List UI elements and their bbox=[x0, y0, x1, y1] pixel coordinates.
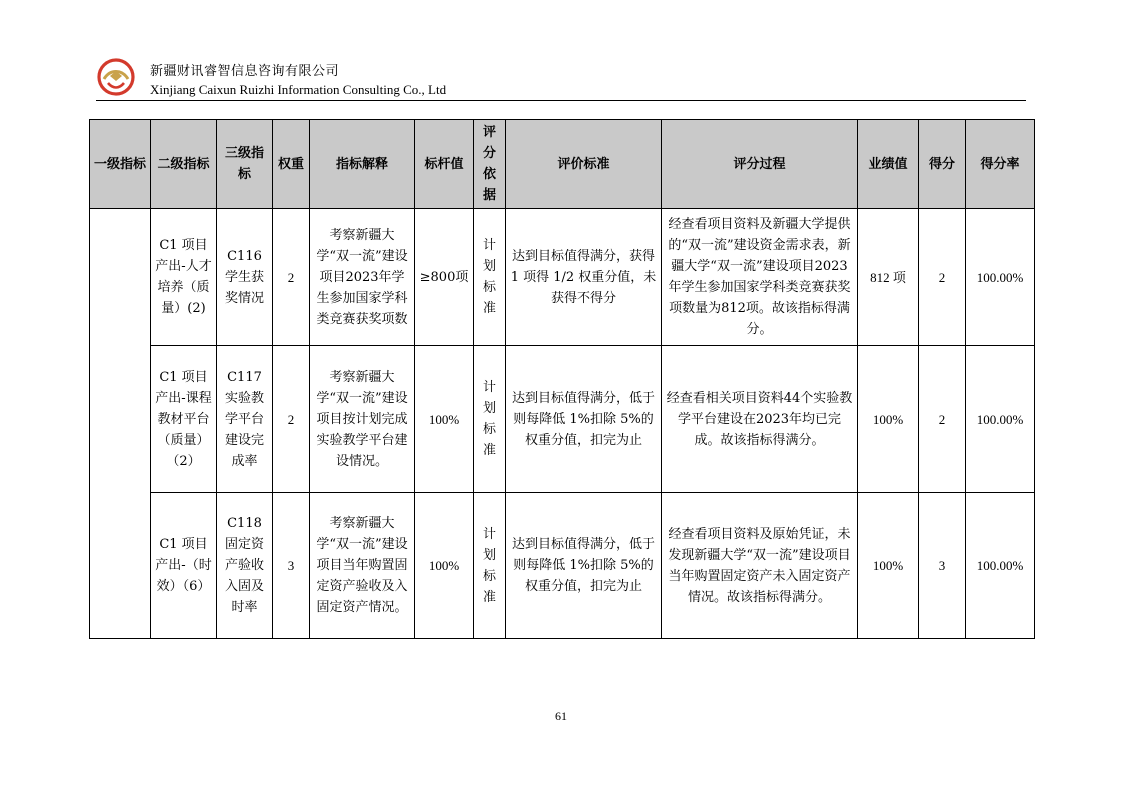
level2-cell: C1 项目产出-课程教材平台（质量）（2） bbox=[151, 346, 217, 493]
company-name-cn: 新疆财讯睿智信息咨询有限公司 bbox=[150, 64, 340, 79]
score-cell: 2 bbox=[919, 209, 966, 346]
benchmark-cell: ≥800项 bbox=[415, 209, 474, 346]
weight-cell: 3 bbox=[273, 493, 310, 639]
basis-cell: 计划标准 bbox=[474, 209, 506, 346]
company-logo-icon bbox=[96, 57, 136, 97]
header-score: 得分 bbox=[919, 120, 966, 209]
explanation-cell: 考察新疆大学“双一流”建设项目按计划完成实验教学平台建设情况。 bbox=[310, 346, 415, 493]
weight-cell: 2 bbox=[273, 346, 310, 493]
company-name-en: Xinjiang Caixun Ruizhi Information Consulting Co., Ltd bbox=[150, 82, 447, 97]
criteria-cell: 达到目标值得满分，获得 1 项得 1/2 权重分值，未获得不得分 bbox=[506, 209, 662, 346]
basis-cell: 计划标准 bbox=[474, 493, 506, 639]
evaluation-table bbox=[89, 119, 1035, 639]
criteria-cell: 达到目标值得满分，低于则每降低 1%扣除 5%的权重分值，扣完为止 bbox=[506, 493, 662, 639]
level2-cell: C1 项目产出-人才培养（质量）(2) bbox=[151, 209, 217, 346]
header-benchmark: 标杆值 bbox=[415, 120, 474, 209]
header-criteria: 评价标准 bbox=[506, 120, 662, 209]
level3-cell: C118固定资产验收入固及时率 bbox=[217, 493, 273, 639]
rate-cell: 100.00% bbox=[966, 493, 1035, 639]
header-basis: 评分依据 bbox=[474, 120, 506, 209]
header-divider bbox=[96, 100, 1026, 101]
criteria-cell: 达到目标值得满分，低于则每降低 1%扣除 5%的权重分值，扣完为止 bbox=[506, 346, 662, 493]
header-weight: 权重 bbox=[273, 120, 310, 209]
explanation-cell: 考察新疆大学“双一流”建设项目当年购置固定资产验收及入固定资产情况。 bbox=[310, 493, 415, 639]
level1-cell bbox=[90, 209, 151, 639]
page-header bbox=[96, 57, 1026, 101]
table-header-row bbox=[90, 120, 1035, 209]
header-explanation: 指标解释 bbox=[310, 120, 415, 209]
actual-cell: 812 项 bbox=[858, 209, 919, 346]
level3-cell: C117实验教学平台建设完成率 bbox=[217, 346, 273, 493]
header-level1: 一级指标 bbox=[90, 120, 151, 209]
weight-cell: 2 bbox=[273, 209, 310, 346]
level3-cell: C116学生获奖情况 bbox=[217, 209, 273, 346]
process-cell: 经查看项目资料及原始凭证，未发现新疆大学“双一流”建设项目当年购置固定资产未入固定资产情况。故该指标得满分。 bbox=[662, 493, 858, 639]
explanation-cell: 考察新疆大学“双一流”建设项目2023年学生参加国家学科类竞赛获奖项数 bbox=[310, 209, 415, 346]
rate-cell: 100.00% bbox=[966, 346, 1035, 493]
actual-cell: 100% bbox=[858, 493, 919, 639]
score-cell: 3 bbox=[919, 493, 966, 639]
process-cell: 经查看相关项目资料44个实验教学平台建设在2023年均已完成。故该指标得满分。 bbox=[662, 346, 858, 493]
score-cell: 2 bbox=[919, 346, 966, 493]
table-row bbox=[90, 346, 1035, 493]
header-level2: 二级指标 bbox=[151, 120, 217, 209]
page-number: 61 bbox=[555, 709, 567, 723]
header-process: 评分过程 bbox=[662, 120, 858, 209]
basis-cell: 计划标准 bbox=[474, 346, 506, 493]
rate-cell: 100.00% bbox=[966, 209, 1035, 346]
benchmark-cell: 100% bbox=[415, 493, 474, 639]
actual-cell: 100% bbox=[858, 346, 919, 493]
header-rate: 得分率 bbox=[966, 120, 1035, 209]
table-row bbox=[90, 493, 1035, 639]
table-row bbox=[90, 209, 1035, 346]
header-level3: 三级指标 bbox=[217, 120, 273, 209]
process-cell: 经查看项目资料及新疆大学提供的“双一流”建设资金需求表，新疆大学“双一流”建设项目2023年学生参加国家学科类竞赛获奖项数量为812项。故该指标得满分。 bbox=[662, 209, 858, 346]
level2-cell: C1 项目产出-（时效）（6） bbox=[151, 493, 217, 639]
benchmark-cell: 100% bbox=[415, 346, 474, 493]
header-actual: 业绩值 bbox=[858, 120, 919, 209]
